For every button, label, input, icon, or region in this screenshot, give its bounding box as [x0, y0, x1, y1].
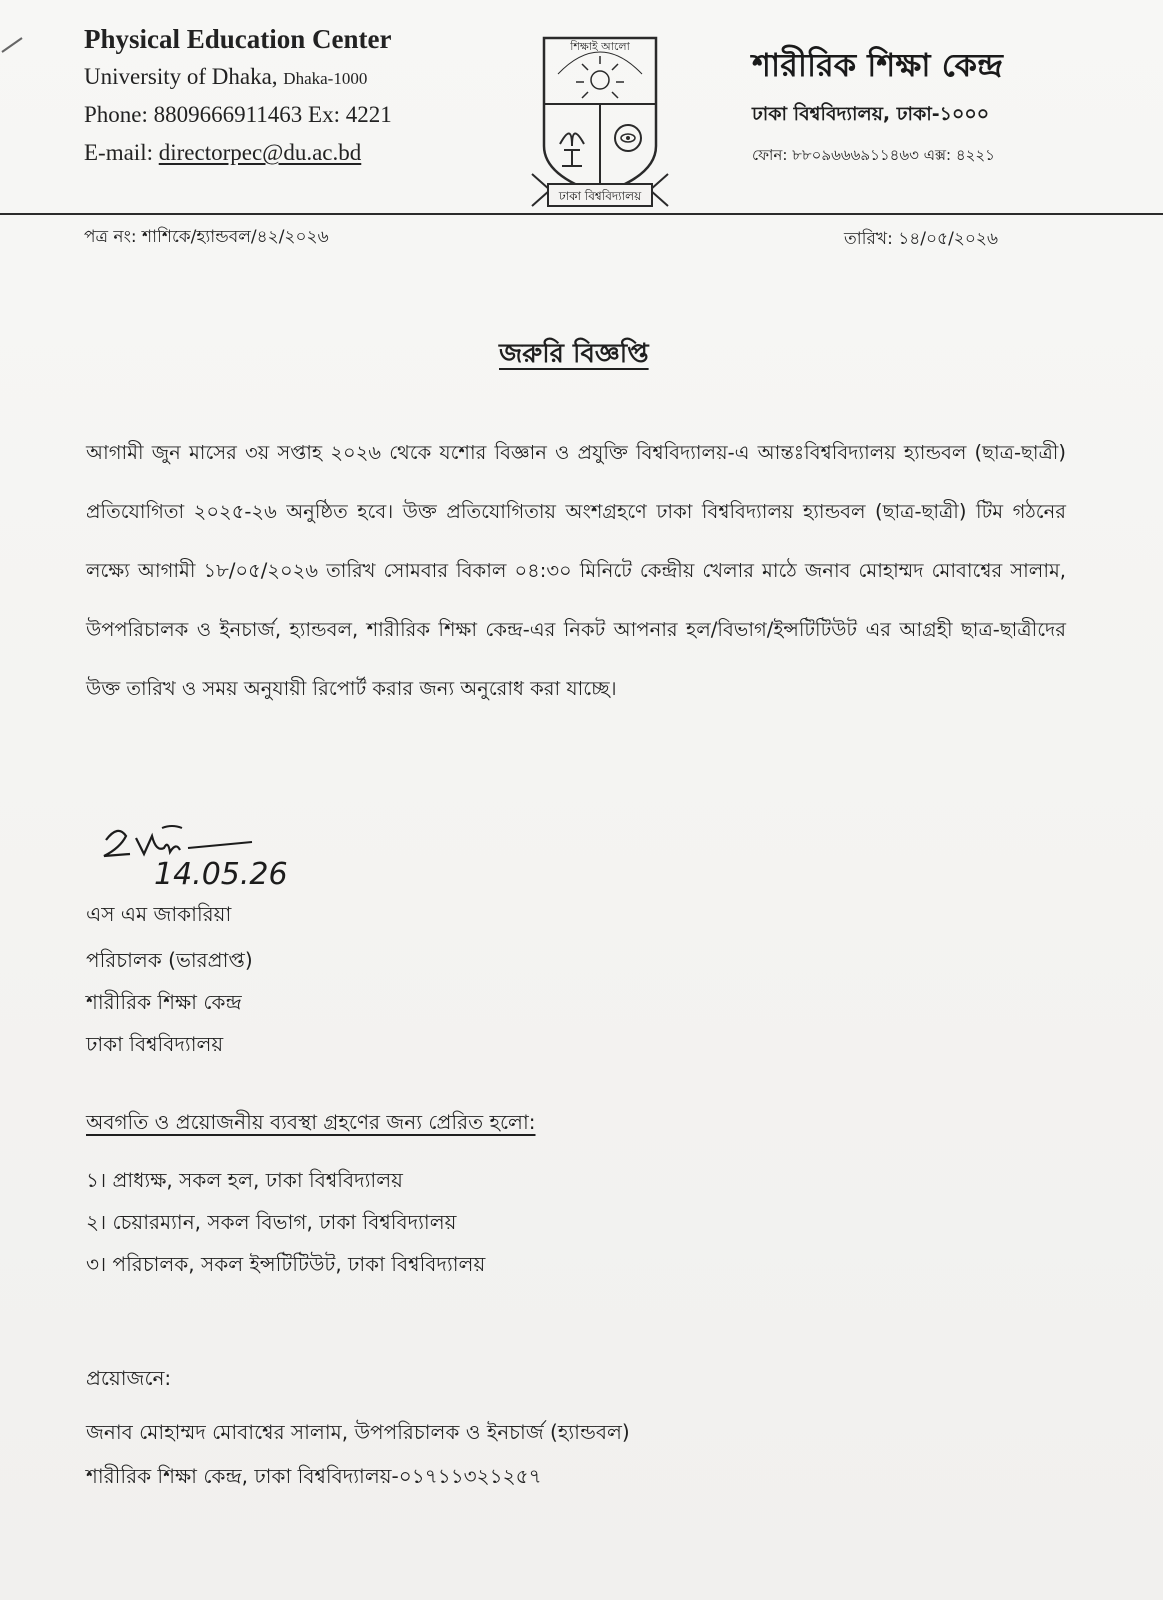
- cc-item: ৩। পরিচালক, সকল ইন্সটিটিউট, ঢাকা বিশ্ববিদ্যালয়: [86, 1252, 486, 1276]
- letter-date: তারিখ: ১৪/০৫/২০২৬: [844, 229, 999, 249]
- header-en-university-text: University of Dhaka,: [84, 64, 278, 89]
- contact-line-1: জনাব মোহাম্মদ মোবাশ্বের সালাম, উপপরিচালক ও ইনচার্জ (হ্যান্ডবল): [86, 1420, 630, 1444]
- handwritten-date: 14.05.26: [154, 857, 288, 892]
- header-divider: [0, 213, 1163, 215]
- header-en-postcode: Dhaka-1000: [283, 69, 368, 88]
- logo-arc-text: শিক্ষাই আলো: [570, 40, 630, 53]
- email-link[interactable]: directorpec@du.ac.bd: [158, 140, 362, 165]
- header-en-phone: Phone: 8809666911463 Ex: 4221: [84, 102, 392, 127]
- signatory-office: শারীরিক শিক্ষা কেন্দ্র: [86, 990, 242, 1014]
- signatory-name: এস এম জাকারিয়া: [86, 902, 232, 926]
- cc-heading: অবগতি ও প্রয়োজনীয় ব্যবস্থা গ্রহণের জন্য প্রেরিত হলো:: [86, 1110, 536, 1134]
- cc-item: ২। চেয়ারম্যান, সকল বিভাগ, ঢাকা বিশ্ববিদ্যালয়: [86, 1210, 457, 1234]
- header-en-name: Physical Education Center: [84, 24, 392, 54]
- header-bn-phone: ফোন: ৮৮০৯৬৬৬৯১১৪৬৩ এক্স: ৪২২১: [752, 146, 995, 164]
- reference-number: পত্র নং: শাশিকে/হ্যান্ডবল/৪২/২০২৬: [84, 227, 329, 247]
- header-en-email-label: E-mail:: [84, 140, 153, 165]
- contact-label: প্রয়োজনে:: [86, 1366, 172, 1390]
- notice-body: আগামী জুন মাসের ৩য় সপ্তাহ ২০২৬ থেকে যশোর বিজ্ঞান ও প্রযুক্তি বিশ্ববিদ্যালয়-এ আন্তঃবিশ্ববিদ্যালয় হ্যান্ডবল (ছাত্র-ছাত্রী) প্রতিযোগিতা ২০২৫-২৬ অনুষ্ঠিত হবে। উক্ত প্রতিযোগিতায় অংশগ্রহণে ঢাকা বিশ্ববিদ্যালয় হ্যান্ডবল (ছাত্র-ছাত্রী) টিম গঠনের লক্ষ্যে আগামী ১৮/০৫/২০২৬ তারিখ সোমবার বিকাল ০৪:৩০ মিনিটে কেন্দ্রীয় খেলার মাঠে জনাব মোহাম্মদ মোবাশ্বের সালাম, উপপরিচালক ও ইনচার্জ, হ্যান্ডবল, শারীরিক শিক্ষা কেন্দ্র-এর নিকট আপনার হল/বিভাগ/ইন্সটিটিউট এর আগ্রহী ছাত্র-ছাত্রীদের উক্ত তারিখ ও সময় অনুযায়ী রিপোর্ট করার জন্য অনুরোধ করা যাচ্ছে।: [86, 441, 1066, 700]
- notice-title: জরুরি বিজ্ঞপ্তি: [499, 339, 649, 369]
- header-en-university: [84, 64, 367, 90]
- pen-mark: [0, 20, 40, 60]
- signatory-university: ঢাকা বিশ্ববিদ্যালয়: [86, 1032, 224, 1056]
- header-en-email: [84, 140, 361, 166]
- header-bn-university: ঢাকা বিশ্ববিদ্যালয়, ঢাকা-১০০০: [752, 103, 990, 125]
- logo-emblem-icon: [528, 26, 684, 212]
- signatory-designation: পরিচালক (ভারপ্রাপ্ত): [86, 948, 253, 972]
- contact-line-2: শারীরিক শিক্ষা কেন্দ্র, ঢাকা বিশ্ববিদ্যালয়-০১৭১১৩২১২৫৭: [86, 1464, 542, 1488]
- logo-banner-text: ঢাকা বিশ্ববিদ্যালয়: [558, 189, 642, 203]
- university-logo: [528, 26, 684, 212]
- cc-item: ১। প্রাধ্যক্ষ, সকল হল, ঢাকা বিশ্ববিদ্যালয়: [86, 1168, 403, 1192]
- header-bn-name: শারীরিক শিক্ষা কেন্দ্র: [752, 46, 1003, 84]
